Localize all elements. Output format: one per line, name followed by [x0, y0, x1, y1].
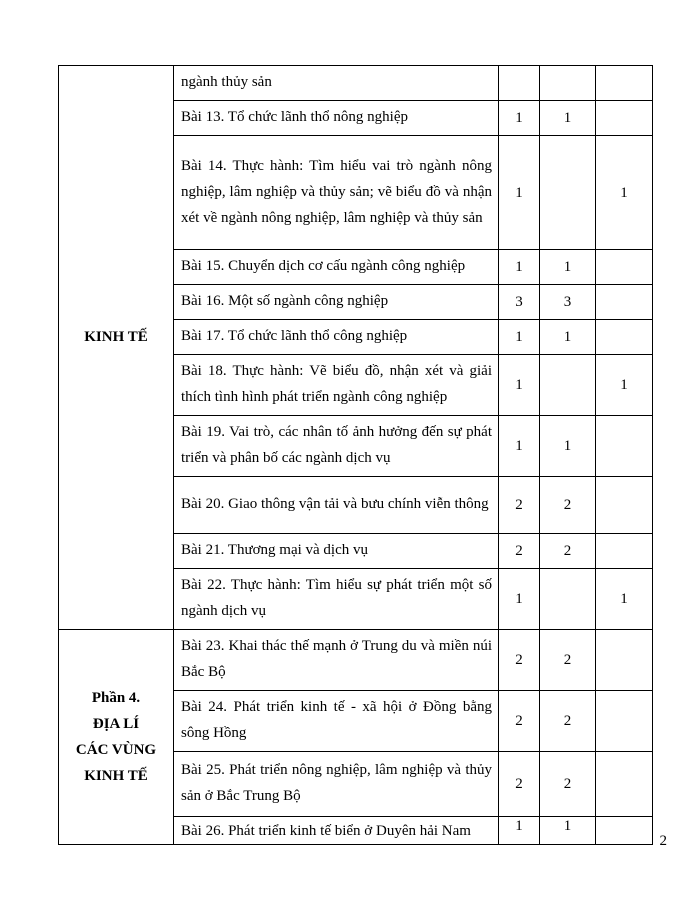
page-number: 2	[659, 833, 667, 849]
count-cell-2: 2	[540, 477, 596, 534]
count-cell-1: 1	[499, 416, 540, 477]
section-cell-economy	[59, 66, 174, 630]
count-cell-1: 1	[499, 569, 540, 630]
count-cell-3	[596, 477, 653, 534]
count-cell-2: 1	[540, 101, 596, 136]
count-cell-3	[596, 416, 653, 477]
count-cell-1: 2	[499, 630, 540, 691]
count-cell-1: 1	[499, 817, 540, 845]
lesson-plan-table	[58, 65, 653, 845]
section-label-line: KINH TẾ	[84, 768, 148, 784]
lesson-cell: Bài 22. Thực hành: Tìm hiểu sự phát triển một số ngành dịch vụ	[174, 569, 499, 630]
lesson-cell: Bài 20. Giao thông vận tải và bưu chính viễn thông	[174, 477, 499, 534]
lesson-cell: Bài 24. Phát triển kinh tế - xã hội ở Đồng bằng sông Hồng	[174, 691, 499, 752]
count-cell-3: 1	[596, 355, 653, 416]
count-cell-1: 1	[499, 250, 540, 285]
count-cell-1: 3	[499, 285, 540, 320]
lesson-cell: Bài 18. Thực hành: Vẽ biểu đồ, nhận xét và giải thích tình hình phát triển ngành công nghiệp	[174, 355, 499, 416]
table-row	[59, 630, 653, 691]
lesson-cell: Bài 15. Chuyển dịch cơ cấu ngành công nghiệp	[174, 250, 499, 285]
count-cell-3	[596, 250, 653, 285]
count-cell-2	[540, 569, 596, 630]
count-cell-2: 2	[540, 691, 596, 752]
count-cell-1: 1	[499, 101, 540, 136]
count-cell-3	[596, 66, 653, 101]
count-cell-3: 1	[596, 136, 653, 250]
count-cell-3	[596, 101, 653, 136]
table-row	[59, 66, 653, 101]
lesson-cell: Bài 25. Phát triển nông nghiệp, lâm nghiệp và thủy sản ở Bắc Trung Bộ	[174, 752, 499, 817]
count-cell-3	[596, 630, 653, 691]
section-cell-regional-geography	[59, 630, 174, 845]
count-cell-2: 1	[540, 416, 596, 477]
lesson-cell: Bài 14. Thực hành: Tìm hiểu vai trò ngành nông nghiệp, lâm nghiệp và thủy sản; vẽ biểu đồ và nhận xét về ngành nông nghiệp, lâm nghiệp và thủy sản	[174, 136, 499, 250]
count-cell-2: 1	[540, 320, 596, 355]
count-cell-1: 1	[499, 355, 540, 416]
lesson-cell: Bài 17. Tổ chức lãnh thổ công nghiệp	[174, 320, 499, 355]
count-cell-3	[596, 817, 653, 845]
count-cell-1: 2	[499, 691, 540, 752]
section-label-economy: KINH TẾ	[84, 329, 148, 345]
count-cell-3	[596, 320, 653, 355]
count-cell-3	[596, 691, 653, 752]
count-cell-2	[540, 355, 596, 416]
count-cell-3	[596, 752, 653, 817]
count-cell-2	[540, 136, 596, 250]
lesson-cell: Bài 16. Một số ngành công nghiệp	[174, 285, 499, 320]
count-cell-3	[596, 534, 653, 569]
lesson-cell: Bài 19. Vai trò, các nhân tố ảnh hưởng đến sự phát triển và phân bố các ngành dịch vụ	[174, 416, 499, 477]
section-label-line: ĐỊA LÍ	[92, 716, 140, 732]
count-cell-2: 2	[540, 752, 596, 817]
count-cell-1: 2	[499, 534, 540, 569]
count-cell-2: 1	[540, 250, 596, 285]
count-cell-3: 1	[596, 569, 653, 630]
lesson-cell: Bài 21. Thương mại và dịch vụ	[174, 534, 499, 569]
count-cell-1: 1	[499, 320, 540, 355]
count-cell-2: 2	[540, 630, 596, 691]
count-cell-1: 1	[499, 136, 540, 250]
lesson-cell: ngành thủy sản	[174, 66, 499, 101]
section-label-line: CÁC VÙNG	[75, 742, 157, 758]
count-cell-2: 3	[540, 285, 596, 320]
lesson-cell: Bài 23. Khai thác thế mạnh ở Trung du và miền núi Bắc Bộ	[174, 630, 499, 691]
lesson-cell: Bài 26. Phát triển kinh tế biển ở Duyên hải Nam	[174, 817, 499, 845]
count-cell-2: 2	[540, 534, 596, 569]
count-cell-2: 1	[540, 817, 596, 845]
count-cell-2	[540, 66, 596, 101]
count-cell-1: 2	[499, 752, 540, 817]
lesson-cell: Bài 13. Tổ chức lãnh thổ nông nghiệp	[174, 101, 499, 136]
count-cell-1: 2	[499, 477, 540, 534]
count-cell-1	[499, 66, 540, 101]
count-cell-3	[596, 285, 653, 320]
section-label-line: Phần 4.	[91, 690, 141, 706]
